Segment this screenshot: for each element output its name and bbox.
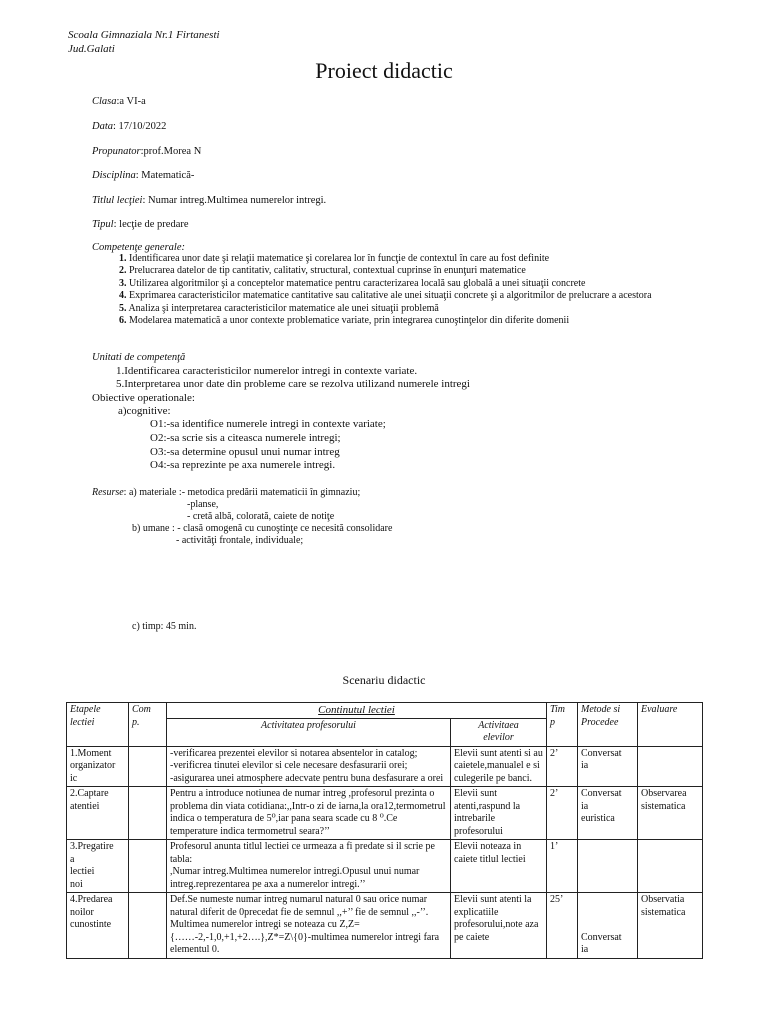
competenta-item: 4. Exprimarea caracteristicilor matematice cantitative sau calitative ale unei situaţii concrete şi a algoritmilor de prelucrare a acestora [119, 290, 652, 302]
cell-elevi: Elevii sunt atenti si au caietele,manualel e si culegerile pe banci. [451, 746, 547, 787]
cell-comp [129, 893, 167, 959]
competenta-item: 1. Identificarea unor date şi relaţii matematice şi corelarea lor în funcţie de contextul în care au fost definite [119, 253, 550, 264]
table-row [67, 840, 703, 893]
table-row [67, 893, 703, 959]
competenta-item: 5. Analiza şi interpretarea caracteristicilor matematice ale unei situaţii problemă [119, 302, 439, 314]
cell-prof: -verificarea prezentei elevilor si notarea absentelor in catalog; -verificrea tinutei elevilor si cele necesare desfasurarii orei; -asigurarea unei atmosphere adecvate pentru buna desfasurare a orei [167, 746, 451, 787]
cell-evaluare: Observatia sistematica [638, 893, 703, 959]
field-label: Propunator [92, 146, 141, 157]
field-disciplina [92, 169, 194, 182]
resurse-line-1: Resurse: a) materiale :- metodica predării matematicii în gimnaziu; [92, 487, 361, 498]
cell-evaluare: Observarea sistematica [638, 787, 703, 840]
scenariu-table [66, 702, 703, 959]
cell-prof: Pentru a introduce notiunea de numar intreg ,profesorul prezinta o problema din viata cotidiana:,,Intr-o zi de iarna,la ora12,termometrul indica o temperatura de 5⁰,iar pana seara scade cu 8 ⁰.Ce temperature indica termometrul seara?’’ [167, 787, 451, 840]
unitati-list [116, 365, 470, 391]
cell-etapa: 2.Captare atentiei [67, 787, 129, 840]
header-timp: Tim p [547, 703, 578, 747]
field-propunator [92, 145, 201, 158]
field-value: :prof.Morea N [140, 146, 202, 157]
competenta-item: 2. Prelucrarea datelor de tip cantitativ, calitativ, structural, contextual cuprinse în enunţuri matematice [119, 265, 526, 277]
header-evaluare: Evaluare [638, 703, 703, 747]
cell-etapa: 3.Pregatire a lectiei noi [67, 840, 129, 893]
school-header [68, 28, 220, 56]
obiective-title: Obiective operationale: [92, 392, 195, 404]
field-value: : lecţie de predare [113, 219, 189, 230]
cell-timp: 25’ [547, 893, 578, 959]
competente-list [119, 253, 679, 327]
obiective-cognitive: a)cognitive: [118, 405, 171, 417]
competente-title: Competenţe generale: [92, 242, 186, 253]
unitate-item: 1.Identificarea caracteristicilor numerelor intregi in contexte variate. [116, 365, 418, 377]
field-label: Clasa [92, 96, 117, 107]
cell-metode [578, 840, 638, 893]
header-elevi: Activitaea elevilor [451, 718, 547, 746]
cell-evaluare [638, 840, 703, 893]
resurse-line-5: - activităţi frontale, individuale; [176, 535, 304, 546]
header-prof: Activitatea profesorului [167, 718, 451, 746]
table-row [67, 746, 703, 787]
field-value: :a VI-a [116, 96, 146, 107]
cell-elevi: Elevii sunt atenti la explicatiile profesorului,note aza pe caiete [451, 893, 547, 959]
obiectiv-item: O3:-sa determine opusul unui numar intreg [150, 445, 340, 458]
scenariu-title: Scenariu didactic [342, 673, 426, 687]
obiectiv-item: O2:-sa scrie sis a citeasca numerele intregi; [150, 431, 341, 444]
resurse-line-2: -planse, [187, 499, 219, 510]
resurse-line-3: - cretă albă, colorată, caiete de notiţe [187, 511, 335, 522]
obiective-list [150, 418, 386, 473]
cell-elevi: Elevii noteaza in caiete titlul lectiei [451, 840, 547, 893]
document-title: Proiect didactic [315, 58, 453, 83]
cell-prof: Profesorul anunta titlul lectiei ce urmeaza a fi predate si il scrie pe tabla: ,Numar intreg.Multimea numerelor intregi.Opusul unui numar intreg.reprezentarea pe axa a numerelor intregi.’’ [167, 840, 451, 893]
header-comp: Com p. [129, 703, 167, 747]
header-etape: Etapele lectiei [67, 703, 129, 747]
cell-etapa: 1.Moment organizator ic [67, 746, 129, 787]
cell-comp [129, 840, 167, 893]
competenta-item: 3. Utilizarea algoritmilor şi a conceptelor matematice pentru caracterizarea locală sau globală a unei situaţii concrete [119, 277, 586, 289]
competenta-item: 6. Modelarea matematică a unor contexte problematice variate, prin integrarea cunoştinţelor din diferite domenii [119, 315, 570, 327]
field-tipul [92, 218, 189, 231]
cell-metode: Conversat ia euristica [578, 787, 638, 840]
field-label: Titlul lecţiei [92, 195, 143, 206]
cell-etapa: 4.Predarea noilor cunostinte [67, 893, 129, 959]
unitate-item: 5.Interpretarea unor date din probleme care se rezolva utilizand numerele intregi [116, 378, 470, 390]
field-data [92, 120, 166, 133]
obiectiv-item: O1:-sa identifice numerele intregi in contexte variate; [150, 418, 386, 430]
cell-metode: Conversat ia [578, 893, 638, 959]
field-label: Data [92, 121, 113, 132]
cell-metode: Conversat ia [578, 746, 638, 787]
table-header-row [67, 703, 703, 719]
cell-comp [129, 746, 167, 787]
resurse-timp: c) timp: 45 min. [132, 621, 197, 632]
header-continut: Continutul lectiei [167, 703, 547, 719]
header-metode: Metode si Procedee [578, 703, 638, 747]
field-titlul [92, 194, 326, 207]
obiectiv-item: O4:-sa reprezinte pe axa numerele intregi. [150, 459, 336, 472]
school-name: Scoala Gimnaziala Nr.1 Firtanesti [68, 29, 220, 41]
table-row [67, 787, 703, 840]
field-value: : Numar intreg.Multimea numerelor intregi. [142, 195, 327, 206]
field-value: : 17/10/2022 [113, 121, 167, 132]
field-label: Disciplina [92, 170, 136, 181]
field-clasa [92, 95, 146, 108]
cell-elevi: Elevii sunt atenti,raspund la intrebarile profesorului [451, 787, 547, 840]
county-name: Jud.Galati [68, 43, 115, 55]
cell-timp: 2’ [547, 746, 578, 787]
cell-timp: 1’ [547, 840, 578, 893]
cell-prof: Def.Se numeste numar intreg numarul natural 0 sau orice numar natural diferit de 0precedat fie de semnul ,,+’’ fie de semnul ,,-’’. Multimea numerelor intregi se noteaza cu Z,Z={……-2,-1,0,+1,+2….},Z*=Z\{0}-multimea numerelor intregi fara elementul 0. [167, 893, 451, 959]
field-label: Tipul [92, 219, 114, 230]
cell-timp: 2’ [547, 787, 578, 840]
cell-evaluare [638, 746, 703, 787]
cell-comp [129, 787, 167, 840]
field-value: : Matematică- [135, 170, 195, 181]
unitati-title: Unitati de competenţă [92, 352, 186, 363]
resurse-line-4: b) umane : - clasă omogenă cu cunoştinţe ce necesită consolidare [132, 523, 393, 534]
